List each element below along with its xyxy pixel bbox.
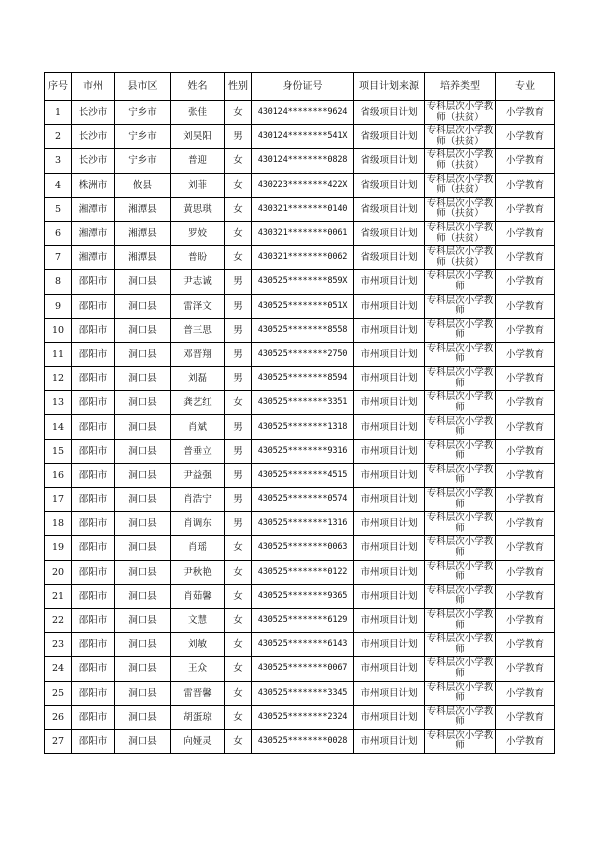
cell-gender: 男 [225, 342, 252, 366]
cell-city: 邵阳市 [72, 342, 115, 366]
cell-major: 小学教育 [496, 342, 555, 366]
cell-county: 洞口县 [115, 512, 171, 536]
cell-id-number: 430525********2324 [252, 705, 354, 729]
cell-id-number: 430525********6129 [252, 608, 354, 632]
cell-county: 洞口县 [115, 705, 171, 729]
cell-gender: 女 [225, 173, 252, 197]
cell-major: 小学教育 [496, 608, 555, 632]
cell-training-type: 专科层次小学教师 [425, 705, 496, 729]
cell-training-type: 专科层次小学教师 [425, 633, 496, 657]
cell-training-type: 专科层次小学教师（扶贫） [425, 221, 496, 245]
cell-city: 邵阳市 [72, 391, 115, 415]
cell-name: 肖瑶 [171, 536, 225, 560]
col-header-city: 市州 [72, 73, 115, 101]
table-row [45, 246, 555, 270]
table-row [45, 705, 555, 729]
cell-gender: 女 [225, 608, 252, 632]
cell-gender: 男 [225, 125, 252, 149]
cell-plan-source: 市州项目计划 [354, 415, 425, 439]
cell-training-type: 专科层次小学教师 [425, 657, 496, 681]
cell-training-type: 专科层次小学教师 [425, 560, 496, 584]
cell-major: 小学教育 [496, 173, 555, 197]
cell-gender: 女 [225, 584, 252, 608]
cell-name: 向娅灵 [171, 729, 225, 753]
cell-id-number: 430525********0574 [252, 488, 354, 512]
cell-major: 小学教育 [496, 536, 555, 560]
cell-plan-source: 市州项目计划 [354, 270, 425, 294]
cell-city: 邵阳市 [72, 705, 115, 729]
table-row [45, 463, 555, 487]
table-row [45, 125, 555, 149]
cell-training-type: 专科层次小学教师（扶贫） [425, 246, 496, 270]
cell-city: 邵阳市 [72, 729, 115, 753]
cell-major: 小学教育 [496, 415, 555, 439]
cell-index: 5 [45, 197, 72, 221]
cell-index: 21 [45, 584, 72, 608]
table-row [45, 270, 555, 294]
cell-training-type: 专科层次小学教师 [425, 342, 496, 366]
cell-plan-source: 市州项目计划 [354, 608, 425, 632]
cell-id-number: 430525********4515 [252, 463, 354, 487]
cell-plan-source: 市州项目计划 [354, 560, 425, 584]
cell-major: 小学教育 [496, 391, 555, 415]
cell-city: 邵阳市 [72, 512, 115, 536]
table-row [45, 391, 555, 415]
cell-training-type: 专科层次小学教师 [425, 729, 496, 753]
cell-index: 14 [45, 415, 72, 439]
cell-county: 宁乡市 [115, 149, 171, 173]
cell-id-number: 430525********0067 [252, 657, 354, 681]
cell-major: 小学教育 [496, 197, 555, 221]
cell-index: 2 [45, 125, 72, 149]
cell-plan-source: 市州项目计划 [354, 512, 425, 536]
cell-gender: 女 [225, 633, 252, 657]
cell-plan-source: 市州项目计划 [354, 463, 425, 487]
cell-training-type: 专科层次小学教师（扶贫） [425, 125, 496, 149]
cell-id-number: 430525********9316 [252, 439, 354, 463]
table-row [45, 415, 555, 439]
cell-id-number: 430525********6143 [252, 633, 354, 657]
cell-major: 小学教育 [496, 512, 555, 536]
cell-plan-source: 市州项目计划 [354, 729, 425, 753]
cell-name: 普盼 [171, 246, 225, 270]
cell-index: 25 [45, 681, 72, 705]
cell-training-type: 专科层次小学教师 [425, 270, 496, 294]
cell-major: 小学教育 [496, 584, 555, 608]
cell-gender: 女 [225, 681, 252, 705]
cell-major: 小学教育 [496, 633, 555, 657]
cell-index: 20 [45, 560, 72, 584]
cell-plan-source: 市州项目计划 [354, 391, 425, 415]
cell-city: 邵阳市 [72, 584, 115, 608]
cell-city: 邵阳市 [72, 318, 115, 342]
cell-plan-source: 省级项目计划 [354, 173, 425, 197]
cell-training-type: 专科层次小学教师 [425, 584, 496, 608]
cell-training-type: 专科层次小学教师 [425, 463, 496, 487]
cell-name: 尹益强 [171, 463, 225, 487]
cell-name: 刘磊 [171, 367, 225, 391]
cell-index: 7 [45, 246, 72, 270]
cell-training-type: 专科层次小学教师 [425, 681, 496, 705]
cell-index: 11 [45, 342, 72, 366]
cell-major: 小学教育 [496, 270, 555, 294]
cell-gender: 女 [225, 657, 252, 681]
cell-county: 洞口县 [115, 657, 171, 681]
cell-city: 邵阳市 [72, 488, 115, 512]
cell-id-number: 430525********1316 [252, 512, 354, 536]
cell-gender: 女 [225, 197, 252, 221]
cell-index: 23 [45, 633, 72, 657]
cell-id-number: 430525********1318 [252, 415, 354, 439]
cell-county: 洞口县 [115, 729, 171, 753]
cell-major: 小学教育 [496, 221, 555, 245]
table-row [45, 560, 555, 584]
table-row [45, 318, 555, 342]
cell-city: 邵阳市 [72, 415, 115, 439]
cell-county: 洞口县 [115, 391, 171, 415]
col-header-name: 姓名 [171, 73, 225, 101]
cell-name: 张佳 [171, 101, 225, 125]
cell-city: 长沙市 [72, 149, 115, 173]
cell-id-number: 430223********422X [252, 173, 354, 197]
cell-city: 邵阳市 [72, 367, 115, 391]
cell-county: 洞口县 [115, 463, 171, 487]
table-row [45, 149, 555, 173]
cell-gender: 男 [225, 463, 252, 487]
cell-index: 4 [45, 173, 72, 197]
cell-city: 邵阳市 [72, 657, 115, 681]
cell-plan-source: 市州项目计划 [354, 536, 425, 560]
cell-index: 13 [45, 391, 72, 415]
cell-major: 小学教育 [496, 729, 555, 753]
table-row [45, 729, 555, 753]
cell-major: 小学教育 [496, 439, 555, 463]
cell-id-number: 430525********8594 [252, 367, 354, 391]
cell-city: 邵阳市 [72, 463, 115, 487]
col-header-training-type: 培养类型 [425, 73, 496, 101]
cell-training-type: 专科层次小学教师 [425, 367, 496, 391]
cell-gender: 女 [225, 246, 252, 270]
cell-id-number: 430525********3351 [252, 391, 354, 415]
cell-city: 长沙市 [72, 101, 115, 125]
cell-id-number: 430124********541X [252, 125, 354, 149]
cell-id-number: 430321********0062 [252, 246, 354, 270]
cell-city: 邵阳市 [72, 560, 115, 584]
cell-county: 洞口县 [115, 633, 171, 657]
cell-county: 湘潭县 [115, 246, 171, 270]
cell-plan-source: 省级项目计划 [354, 101, 425, 125]
cell-id-number: 430525********8558 [252, 318, 354, 342]
cell-index: 10 [45, 318, 72, 342]
cell-city: 邵阳市 [72, 439, 115, 463]
cell-plan-source: 市州项目计划 [354, 294, 425, 318]
cell-index: 27 [45, 729, 72, 753]
col-header-major: 专业 [496, 73, 555, 101]
table-row [45, 367, 555, 391]
cell-plan-source: 市州项目计划 [354, 342, 425, 366]
cell-county: 洞口县 [115, 536, 171, 560]
cell-major: 小学教育 [496, 101, 555, 125]
table-row [45, 173, 555, 197]
cell-id-number: 430525********0028 [252, 729, 354, 753]
cell-plan-source: 市州项目计划 [354, 439, 425, 463]
cell-id-number: 430525********2750 [252, 342, 354, 366]
cell-major: 小学教育 [496, 488, 555, 512]
cell-county: 洞口县 [115, 681, 171, 705]
cell-county: 洞口县 [115, 342, 171, 366]
cell-county: 宁乡市 [115, 125, 171, 149]
cell-index: 15 [45, 439, 72, 463]
cell-plan-source: 市州项目计划 [354, 657, 425, 681]
cell-plan-source: 省级项目计划 [354, 197, 425, 221]
cell-city: 湘潭市 [72, 246, 115, 270]
cell-plan-source: 市州项目计划 [354, 584, 425, 608]
cell-gender: 男 [225, 439, 252, 463]
cell-county: 洞口县 [115, 270, 171, 294]
cell-name: 尹秋艳 [171, 560, 225, 584]
table-row [45, 294, 555, 318]
cell-name: 刘昊阳 [171, 125, 225, 149]
table-row [45, 657, 555, 681]
table-row [45, 342, 555, 366]
cell-gender: 女 [225, 149, 252, 173]
cell-major: 小学教育 [496, 367, 555, 391]
cell-name: 邓晋翔 [171, 342, 225, 366]
cell-major: 小学教育 [496, 681, 555, 705]
cell-gender: 男 [225, 318, 252, 342]
cell-gender: 男 [225, 294, 252, 318]
cell-index: 6 [45, 221, 72, 245]
cell-county: 宁乡市 [115, 101, 171, 125]
cell-name: 普垂立 [171, 439, 225, 463]
cell-training-type: 专科层次小学教师 [425, 391, 496, 415]
cell-city: 邵阳市 [72, 536, 115, 560]
cell-plan-source: 市州项目计划 [354, 488, 425, 512]
cell-index: 22 [45, 608, 72, 632]
cell-plan-source: 市州项目计划 [354, 705, 425, 729]
cell-training-type: 专科层次小学教师（扶贫） [425, 101, 496, 125]
cell-major: 小学教育 [496, 560, 555, 584]
cell-index: 9 [45, 294, 72, 318]
cell-training-type: 专科层次小学教师 [425, 318, 496, 342]
cell-gender: 女 [225, 536, 252, 560]
cell-major: 小学教育 [496, 125, 555, 149]
cell-index: 16 [45, 463, 72, 487]
cell-county: 洞口县 [115, 488, 171, 512]
cell-training-type: 专科层次小学教师 [425, 415, 496, 439]
cell-gender: 女 [225, 221, 252, 245]
cell-id-number: 430525********0122 [252, 560, 354, 584]
cell-training-type: 专科层次小学教师（扶贫） [425, 149, 496, 173]
cell-county: 湘潭县 [115, 197, 171, 221]
cell-id-number: 430525********0063 [252, 536, 354, 560]
cell-plan-source: 省级项目计划 [354, 246, 425, 270]
cell-major: 小学教育 [496, 149, 555, 173]
cell-gender: 女 [225, 560, 252, 584]
cell-id-number: 430525********859X [252, 270, 354, 294]
cell-major: 小学教育 [496, 294, 555, 318]
table-row [45, 608, 555, 632]
cell-city: 邵阳市 [72, 681, 115, 705]
cell-training-type: 专科层次小学教师 [425, 536, 496, 560]
cell-plan-source: 市州项目计划 [354, 633, 425, 657]
cell-major: 小学教育 [496, 657, 555, 681]
table-row [45, 681, 555, 705]
cell-id-number: 430124********9624 [252, 101, 354, 125]
cell-training-type: 专科层次小学教师（扶贫） [425, 173, 496, 197]
cell-gender: 男 [225, 488, 252, 512]
cell-county: 洞口县 [115, 608, 171, 632]
cell-gender: 女 [225, 729, 252, 753]
cell-index: 24 [45, 657, 72, 681]
cell-index: 18 [45, 512, 72, 536]
header-row [45, 73, 555, 101]
cell-gender: 女 [225, 705, 252, 729]
student-roster-table [44, 72, 555, 754]
cell-plan-source: 市州项目计划 [354, 367, 425, 391]
cell-name: 尹志诚 [171, 270, 225, 294]
cell-major: 小学教育 [496, 246, 555, 270]
cell-plan-source: 省级项目计划 [354, 221, 425, 245]
cell-city: 邵阳市 [72, 608, 115, 632]
cell-name: 黄思琪 [171, 197, 225, 221]
cell-city: 湘潭市 [72, 221, 115, 245]
cell-index: 17 [45, 488, 72, 512]
cell-county: 洞口县 [115, 415, 171, 439]
cell-gender: 男 [225, 415, 252, 439]
cell-index: 19 [45, 536, 72, 560]
cell-plan-source: 省级项目计划 [354, 125, 425, 149]
cell-city: 湘潭市 [72, 197, 115, 221]
table-row [45, 101, 555, 125]
cell-training-type: 专科层次小学教师 [425, 294, 496, 318]
cell-gender: 女 [225, 391, 252, 415]
cell-name: 肖茹馨 [171, 584, 225, 608]
table-row [45, 439, 555, 463]
cell-id-number: 430321********0140 [252, 197, 354, 221]
table-row [45, 512, 555, 536]
cell-index: 1 [45, 101, 72, 125]
cell-index: 12 [45, 367, 72, 391]
cell-training-type: 专科层次小学教师 [425, 608, 496, 632]
table-row [45, 221, 555, 245]
col-header-county: 县市区 [115, 73, 171, 101]
cell-training-type: 专科层次小学教师（扶贫） [425, 197, 496, 221]
cell-plan-source: 市州项目计划 [354, 318, 425, 342]
cell-gender: 男 [225, 367, 252, 391]
cell-city: 邵阳市 [72, 294, 115, 318]
cell-training-type: 专科层次小学教师 [425, 439, 496, 463]
cell-id-number: 430321********0061 [252, 221, 354, 245]
col-header-id-number: 身份证号 [252, 73, 354, 101]
cell-training-type: 专科层次小学教师 [425, 512, 496, 536]
cell-major: 小学教育 [496, 463, 555, 487]
cell-gender: 女 [225, 101, 252, 125]
cell-id-number: 430525********9365 [252, 584, 354, 608]
cell-name: 雷晋馨 [171, 681, 225, 705]
cell-gender: 男 [225, 270, 252, 294]
cell-name: 肖斌 [171, 415, 225, 439]
cell-training-type: 专科层次小学教师 [425, 488, 496, 512]
cell-name: 肖调东 [171, 512, 225, 536]
cell-name: 刘敏 [171, 633, 225, 657]
col-header-index: 序号 [45, 73, 72, 101]
cell-name: 胡蛋琼 [171, 705, 225, 729]
cell-id-number: 430525********051X [252, 294, 354, 318]
cell-plan-source: 市州项目计划 [354, 681, 425, 705]
cell-id-number: 430525********3345 [252, 681, 354, 705]
col-header-gender: 性别 [225, 73, 252, 101]
cell-index: 3 [45, 149, 72, 173]
cell-county: 洞口县 [115, 367, 171, 391]
cell-gender: 男 [225, 512, 252, 536]
table-row [45, 633, 555, 657]
cell-city: 邵阳市 [72, 633, 115, 657]
cell-name: 文慧 [171, 608, 225, 632]
cell-major: 小学教育 [496, 705, 555, 729]
cell-county: 洞口县 [115, 584, 171, 608]
table-row [45, 536, 555, 560]
cell-county: 洞口县 [115, 439, 171, 463]
cell-id-number: 430124********0828 [252, 149, 354, 173]
cell-city: 长沙市 [72, 125, 115, 149]
cell-county: 湘潭县 [115, 221, 171, 245]
cell-name: 普迎 [171, 149, 225, 173]
cell-county: 洞口县 [115, 318, 171, 342]
cell-plan-source: 省级项目计划 [354, 149, 425, 173]
cell-county: 攸县 [115, 173, 171, 197]
cell-name: 王众 [171, 657, 225, 681]
col-header-plan-source: 项目计划来源 [354, 73, 425, 101]
cell-index: 26 [45, 705, 72, 729]
cell-name: 普三思 [171, 318, 225, 342]
cell-name: 罗姣 [171, 221, 225, 245]
cell-county: 洞口县 [115, 294, 171, 318]
table-row [45, 584, 555, 608]
cell-county: 洞口县 [115, 560, 171, 584]
cell-major: 小学教育 [496, 318, 555, 342]
cell-name: 龚艺红 [171, 391, 225, 415]
cell-name: 雷泽文 [171, 294, 225, 318]
table-row [45, 488, 555, 512]
table-row [45, 197, 555, 221]
cell-city: 株洲市 [72, 173, 115, 197]
cell-name: 刘菲 [171, 173, 225, 197]
cell-city: 邵阳市 [72, 270, 115, 294]
cell-index: 8 [45, 270, 72, 294]
cell-name: 肖浩宁 [171, 488, 225, 512]
